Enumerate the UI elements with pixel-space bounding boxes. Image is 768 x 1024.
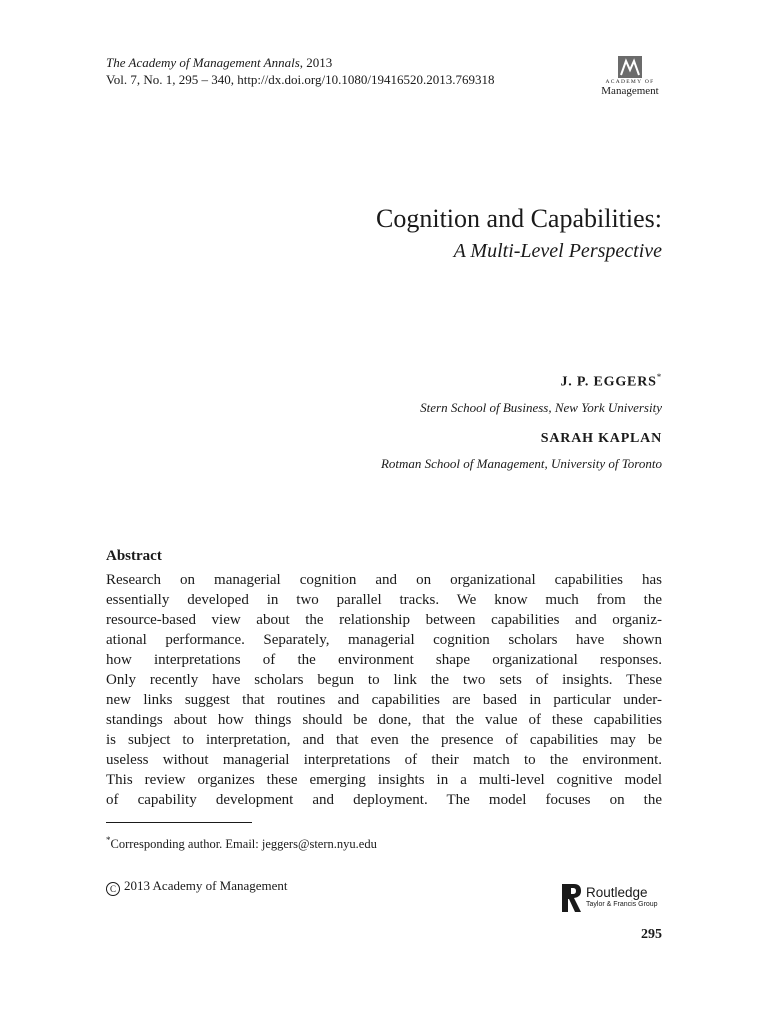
footnote-divider [106, 822, 252, 823]
publisher-group: Taylor & Francis Group [586, 901, 658, 908]
abstract-line: is subject to interpretation, and that even the presence of capabilities may be [106, 732, 662, 748]
abstract-line: how interpretations of the environment shape organizational responses. [106, 652, 662, 668]
author-block [420, 368, 662, 417]
journal-year: , 2013 [299, 55, 333, 70]
abstract-section [106, 546, 662, 810]
journal-name: The Academy of Management Annals [106, 55, 300, 70]
author-name: J. P. EGGERS* [560, 372, 662, 390]
footnote-marker: * [106, 835, 111, 845]
corresponding-marker: * [656, 372, 662, 382]
routledge-logo [562, 884, 666, 914]
abstract-line: ational performance. Separately, managerial cognition scholars have shown [106, 632, 662, 648]
abstract-heading: Abstract [106, 548, 162, 564]
journal-header [106, 54, 494, 88]
article-title: Cognition and Capabilities: [376, 204, 662, 233]
academy-of-management-logo [596, 56, 664, 98]
abstract-line: This review organizes these emerging insights in a multi-level cognitive model [106, 772, 662, 788]
copyright-text: 2013 Academy of Management [124, 878, 288, 893]
copyright-icon: C [106, 882, 120, 896]
copyright-notice [106, 877, 288, 896]
abstract-line: essentially developed in two parallel tracks. We know much from the [106, 592, 662, 608]
abstract-line: Only recently have scholars begun to link the two sets of insights. These [106, 672, 662, 688]
footnote-text: Corresponding author. Email: jeggers@stern.nyu.edu [110, 837, 377, 852]
aom-logo-line1: ACADEMY OF [605, 79, 655, 85]
article-subtitle: A Multi-Level Perspective [453, 240, 662, 262]
journal-citation: Vol. 7, No. 1, 295 – 340, http://dx.doi.org/10.1080/19416520.2013.769318 [106, 72, 495, 87]
journal-title-line [106, 54, 494, 71]
abstract-body [106, 570, 662, 810]
title-block [376, 203, 662, 263]
author-block [381, 430, 662, 473]
abstract-line: new links suggest that routines and capabilities are based in particular under- [106, 692, 662, 708]
aom-logo-line2: Management [601, 85, 659, 97]
footnote [106, 832, 377, 852]
page-number: 295 [641, 927, 662, 942]
publisher-name: Routledge [586, 885, 648, 900]
abstract-line: standings about how things should be done, that the value of these capabilities [106, 712, 662, 728]
abstract-line: Research on managerial cognition and on organizational capabilities has [106, 572, 662, 588]
author-affiliation: Rotman School of Management, University of Toronto [380, 456, 662, 471]
abstract-line: useless without managerial interpretations of their match to the environment. [106, 752, 662, 768]
abstract-line: resource-based view about the relationship between capabilities and organiz- [106, 612, 662, 628]
author-affiliation: Stern School of Business, New York University [420, 399, 662, 415]
author-name: SARAH KAPLAN [540, 431, 662, 446]
routledge-r-icon [562, 884, 582, 912]
aom-mountain-icon [618, 56, 642, 78]
abstract-line: of capability development and deployment. The model focuses on the [106, 792, 662, 808]
